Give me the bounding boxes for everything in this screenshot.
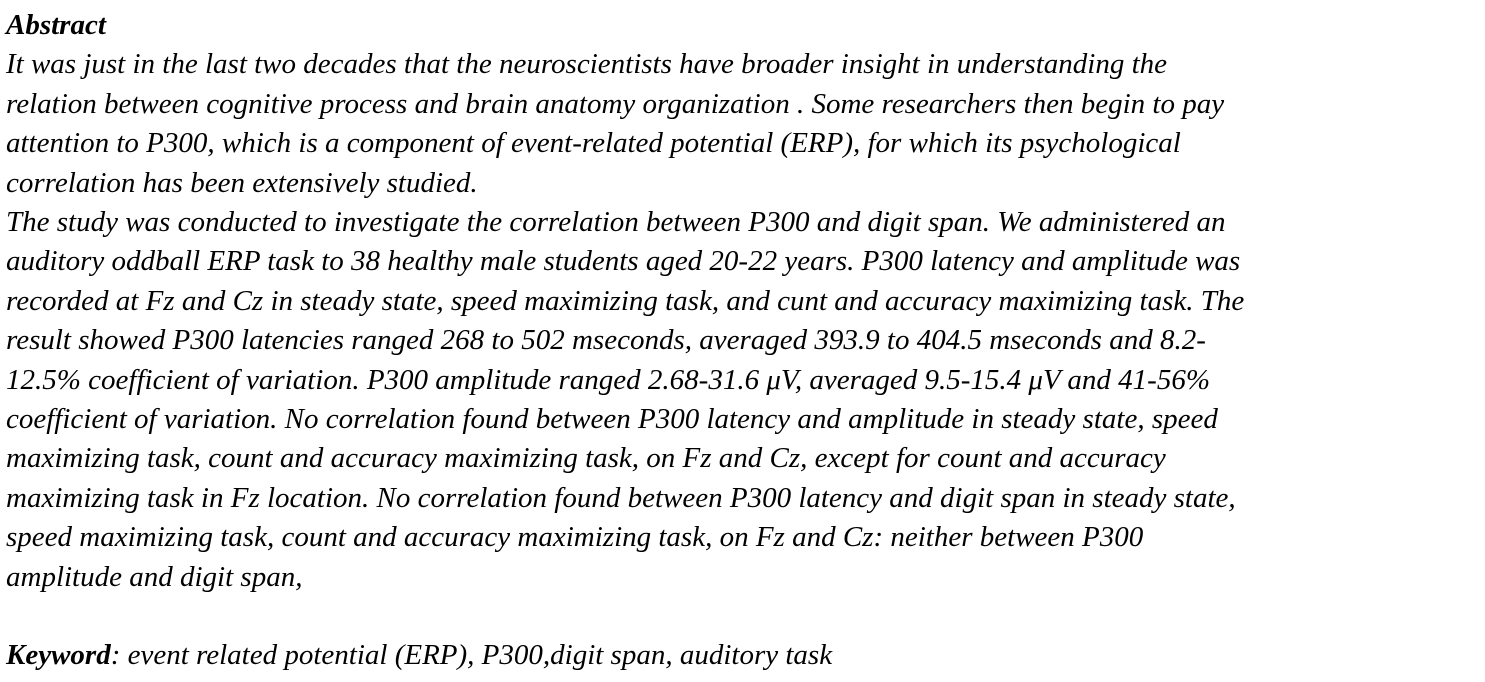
abstract-section xyxy=(6,6,1482,676)
text-line: auditory oddball ERP task to 38 healthy male students aged 20-22 years. P300 latency and amplitude was xyxy=(6,245,1241,278)
text-line: amplitude and digit span, xyxy=(6,560,303,593)
text-line: coefficient of variation. No correlation found between P300 latency and amplitude in steady state, speed xyxy=(6,403,1218,436)
abstract-paragraph-1 xyxy=(6,45,1482,203)
keyword-label: Keyword xyxy=(6,639,111,672)
keyword-text: : event related potential (ERP), P300,digit span, auditory task xyxy=(110,639,833,672)
text-line: speed maximizing task, count and accuracy maximizing task, on Fz and Cz: neither between P300 xyxy=(6,521,1144,554)
text-line: relation between cognitive process and brain anatomy organization . Some researchers then begin to pay xyxy=(6,87,1225,120)
text-line: The study was conducted to investigate the correlation between P300 and digit span. We administered an xyxy=(6,206,1226,239)
text-line: attention to P300, which is a component of event-related potential (ERP), for which its psychological xyxy=(6,127,1181,160)
text-line: result showed P300 latencies ranged 268 to 502 mseconds, averaged 393.9 to 404.5 mseconds and 8.2- xyxy=(6,324,1206,357)
keyword-line xyxy=(6,636,1482,675)
text-line: maximizing task, count and accuracy maximizing task, on Fz and Cz, except for count and accuracy xyxy=(6,442,1166,475)
text-line: maximizing task in Fz location. No correlation found between P300 latency and digit span in steady state, xyxy=(6,481,1236,514)
text-line: It was just in the last two decades that the neuroscientists have broader insight in understanding the xyxy=(6,48,1167,81)
paragraph-spacer xyxy=(6,597,1482,636)
text-line: correlation has been extensively studied. xyxy=(6,166,478,199)
abstract-heading: Abstract xyxy=(6,9,106,41)
text-line: 12.5% coefficient of variation. P300 amplitude ranged 2.68-31.6 μV, averaged 9.5-15.4 μV and 41-56% xyxy=(6,363,1210,396)
text-line: recorded at Fz and Cz in steady state, speed maximizing task, and cunt and accuracy maximizing task. The xyxy=(6,284,1245,317)
abstract-paragraph-2 xyxy=(6,203,1482,597)
